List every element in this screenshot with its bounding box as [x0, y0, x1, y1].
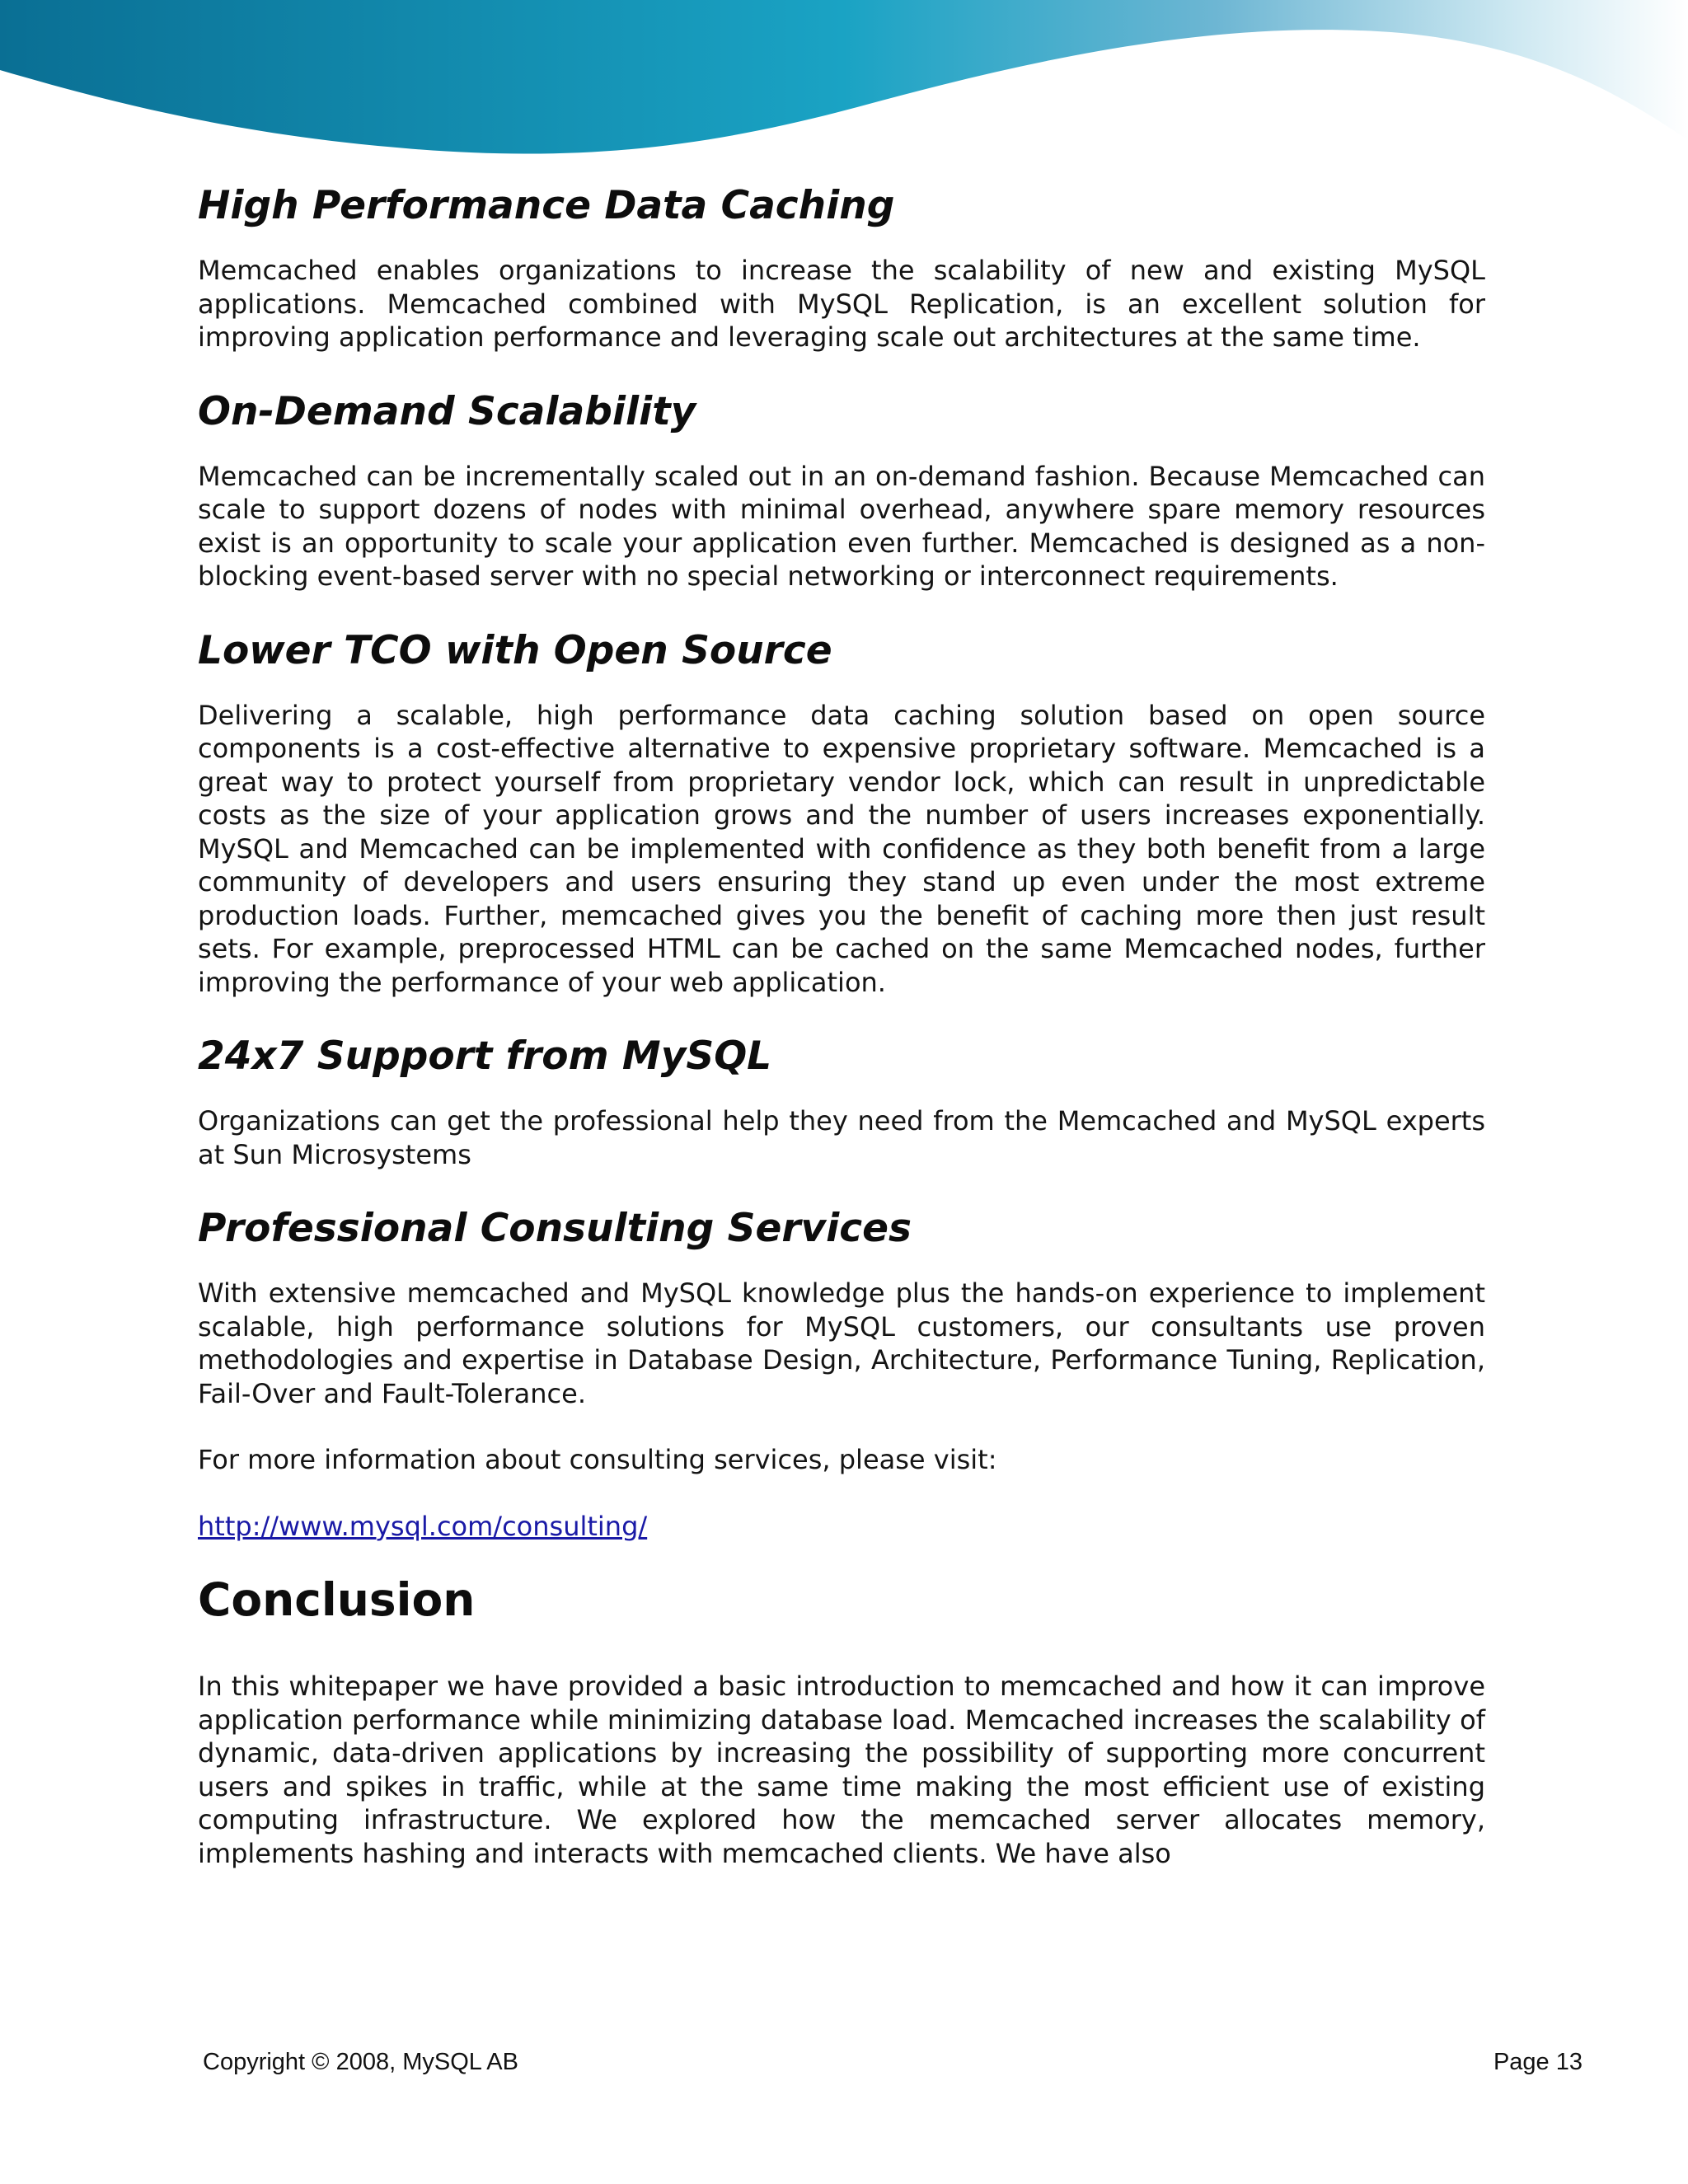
consulting-link-line	[198, 1510, 1485, 1544]
paragraph-high-performance-data-caching: Memcached enables organizations to increase the scalability of new and existing MySQL applications. Memcached combined with MySQL Replication, is an excellent solution for improving application performance and leveraging scale out architectures at the same time.	[198, 255, 1485, 353]
heading-professional-consulting: Professional Consulting Services	[198, 1206, 912, 1251]
paragraph-lower-tco: Delivering a scalable, high performance data caching solution based on open source components is a cost-effective alternative to expensive proprietary software. Memcached is a great way to protect yourself from proprietary vendor lock, which can result in unpredictable costs as the size of your application grows and the number of users increases exponentially. MySQL and Memcached can be implemented with confidence as they both benefit from a large community of developers and users ensuring they stand up even under the most extreme production loads. Further, memcached gives you the benefit of caching more then just result sets. For example, preprocessed HTML can be cached on the same Memcached nodes, further improving the performance of your web application.	[198, 699, 1485, 998]
heading-24x7-support: 24x7 Support from MySQL	[198, 1033, 772, 1079]
header-wave-banner	[0, 0, 1688, 173]
paragraph-professional-consulting: With extensive memcached and MySQL knowledge plus the hands-on experience to implement scalable, high performance solutions for MySQL customers, our consultants use proven methodologies and expertise in Database Design, Architecture, Performance Tuning, Replication, Fail-Over and Fault-Tolerance.	[198, 1277, 1485, 1409]
copyright-text: Copyright © 2008, MySQL AB	[203, 2049, 518, 2075]
document-body	[198, 181, 1485, 1903]
heading-lower-tco: Lower TCO with Open Source	[198, 627, 832, 673]
more-info-text: For more information about consulting services, please visit:	[198, 1444, 997, 1475]
paragraph-24x7-support: Organizations can get the professional help they need from the Memcached and MySQL experts at Sun Microsystems	[198, 1105, 1485, 1170]
consulting-link[interactable]: http://www.mysql.com/consulting/	[198, 1510, 648, 1542]
paragraph-on-demand-scalability: Memcached can be incrementally scaled out in an on-demand fashion. Because Memcached can scale to support dozens of nodes with minimal overhead, anywhere spare memory resources exist is an opportunity to scale your application even further. Memcached is designed as a non-blocking event-based server with no special networking or interconnect requirements.	[198, 460, 1485, 592]
paragraph-conclusion: In this whitepaper we have provided a basic introduction to memcached and how it can improve application performance while minimizing database load. Memcached increases the scalability of dynamic, data-driven applications by increasing the possibility of supporting more concurrent users and spikes in traffic, while at the same time making the most efficient use of existing computing infrastructure. We explored how the memcached server allocates memory, implements hashing and interacts with memcached clients. We have also	[198, 1671, 1485, 1869]
heading-high-performance-data-caching: High Performance Data Caching	[198, 183, 895, 228]
heading-conclusion: Conclusion	[198, 1573, 476, 1626]
page-number: Page 13	[1493, 2049, 1582, 2075]
heading-on-demand-scalability: On-Demand Scalability	[198, 388, 696, 434]
